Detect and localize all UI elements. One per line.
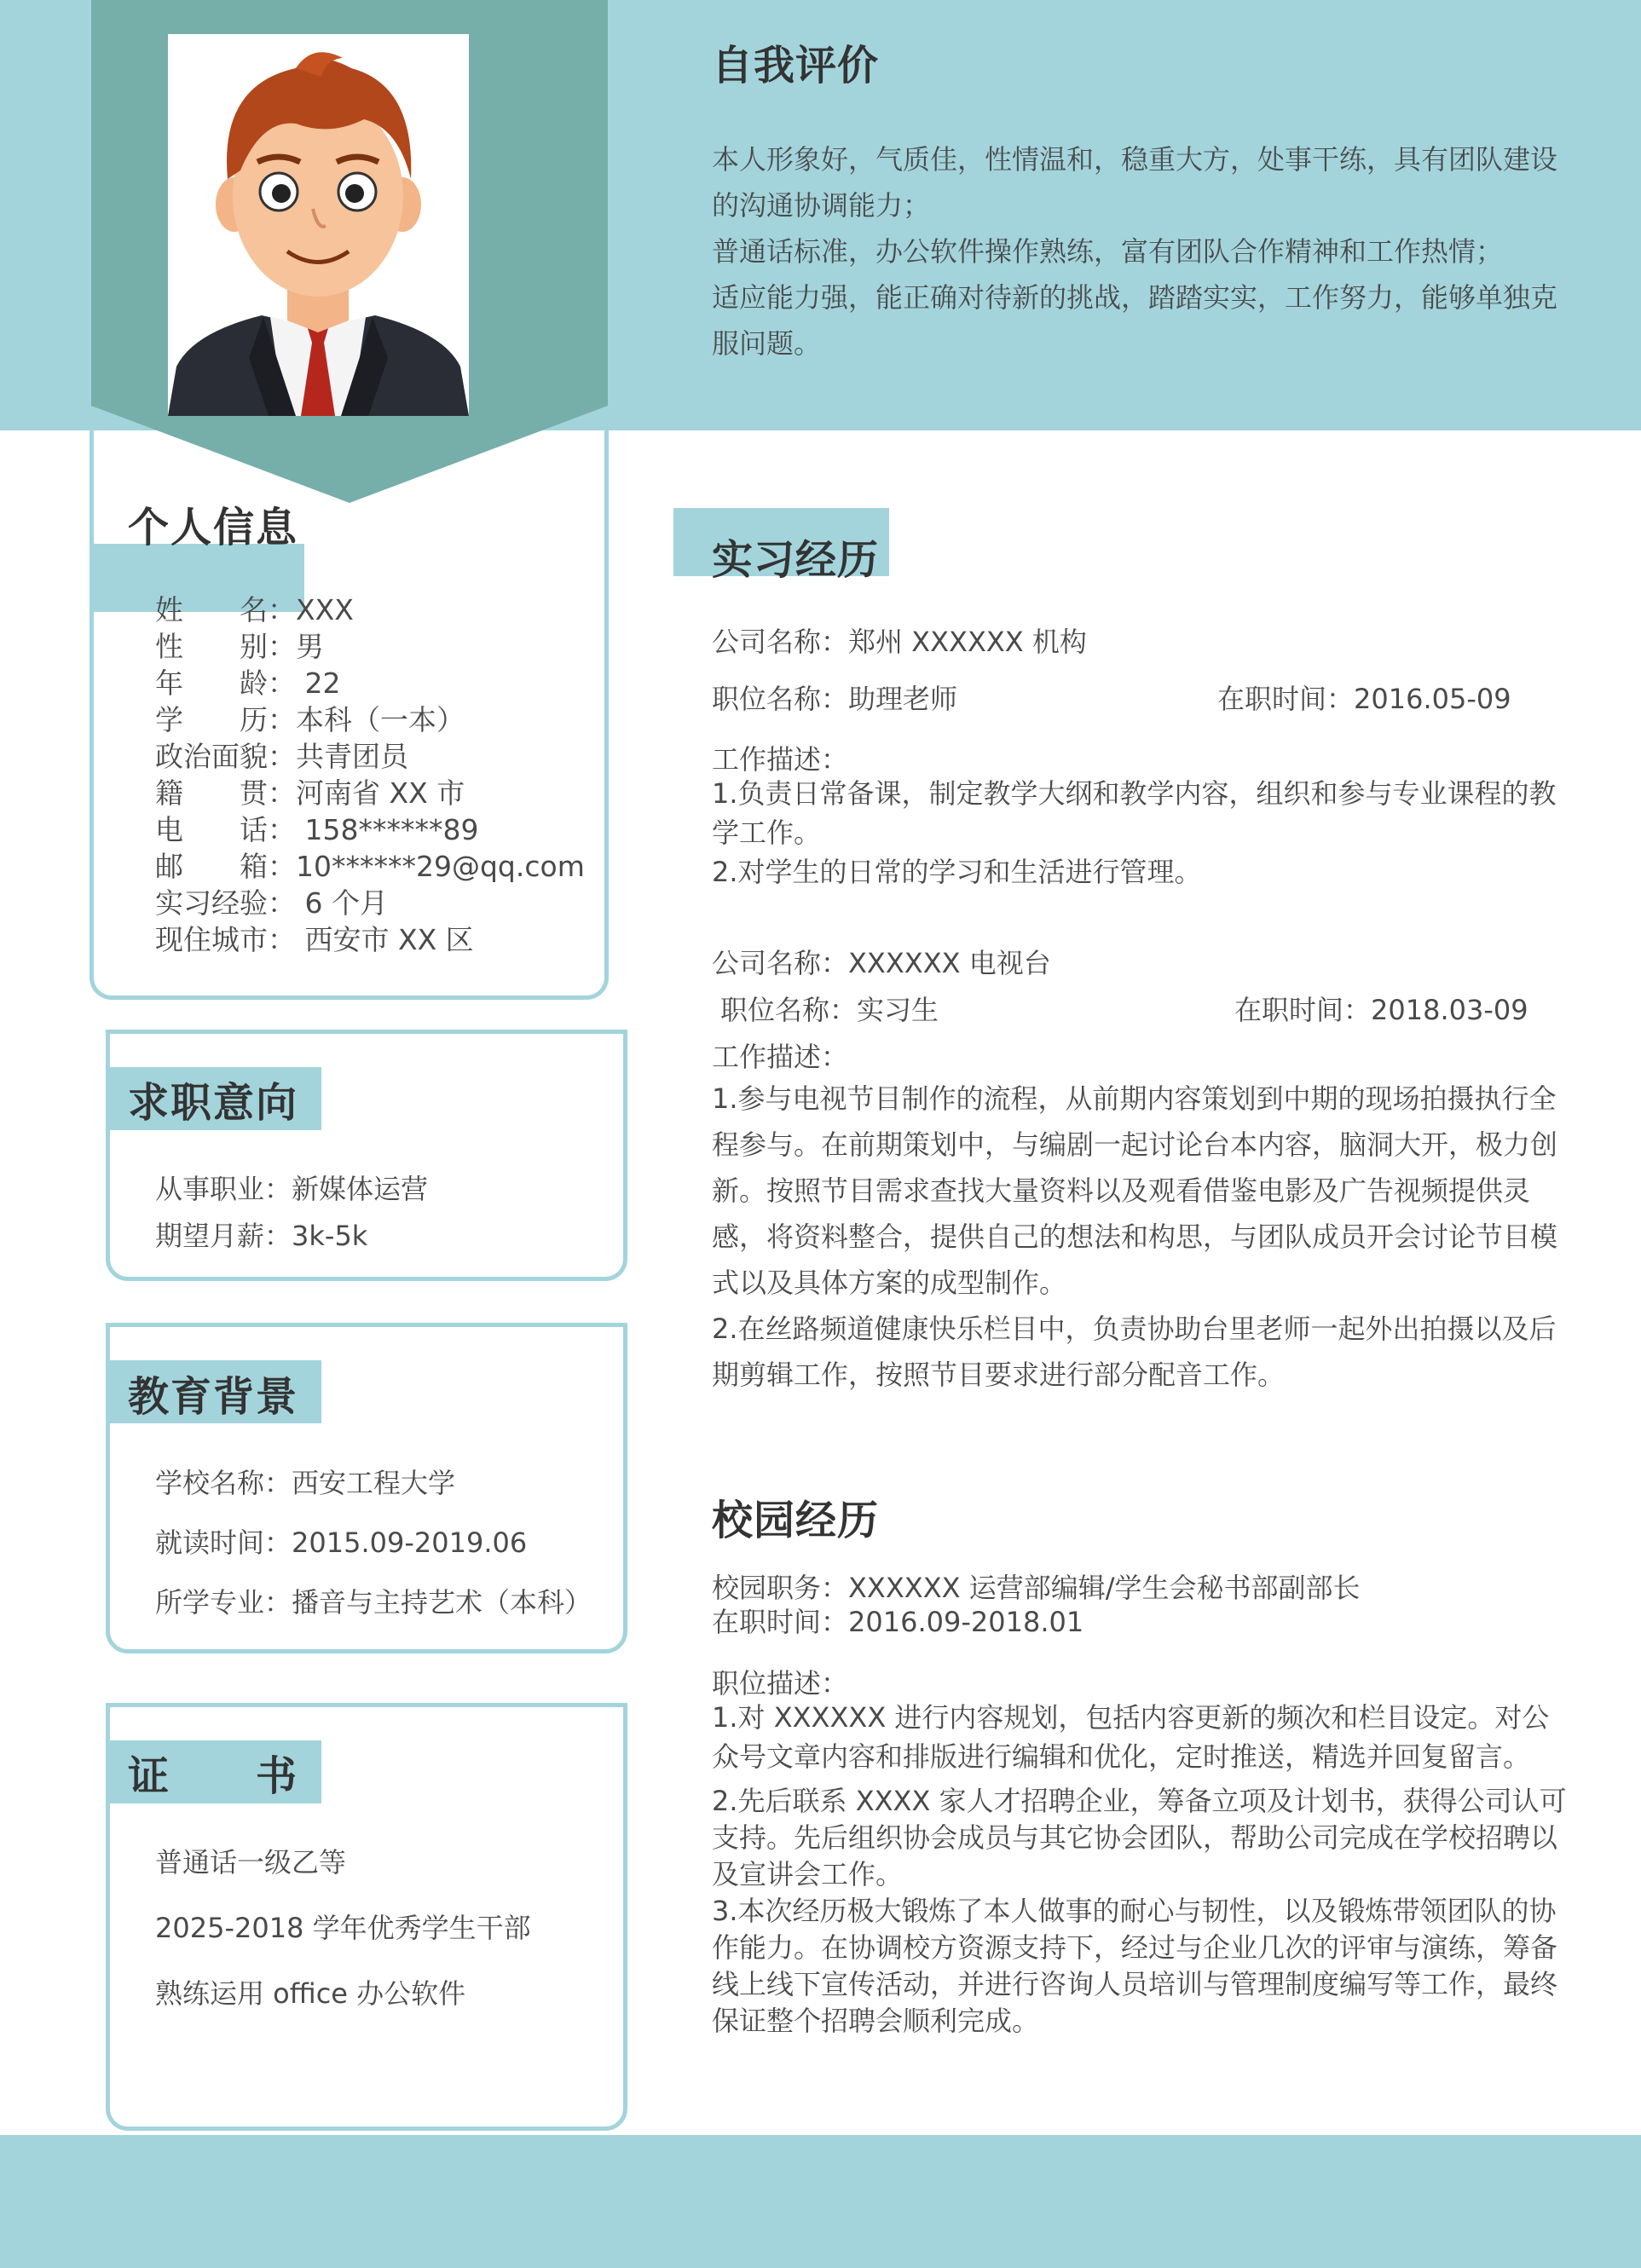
campus-time: 在职时间：2016.09-2018.01: [712, 1606, 1084, 1638]
job2-company: 公司名称：XXXXXX 电视台: [712, 947, 1051, 979]
info-value: 6 个月: [296, 886, 388, 920]
info-label: 政治面貌：: [155, 740, 296, 773]
job2-desc: [712, 1076, 1598, 1398]
info-value: 本科（一本）: [296, 703, 465, 736]
job2-desc-line: 1.参与电视节目制作的流程，从前期内容策划到中期的现场拍摄执行全: [712, 1082, 1557, 1115]
info-label: 学 历：: [155, 703, 296, 736]
info-label: 现住城市：: [155, 923, 296, 956]
bottom-band: [0, 2135, 1641, 2268]
job2-desc-line: 感，将资料整合，提供自己的想法和构思，与团队成员开会讨论节目模: [712, 1221, 1558, 1253]
info-label: 实习经验：: [155, 886, 296, 920]
personal-info-title: 个人信息: [128, 504, 299, 551]
job2-desc-label: 工作描述：: [712, 1041, 849, 1073]
campus-title: 校园经历: [712, 1497, 880, 1544]
education-school: 学校名称：西安工程大学: [155, 1467, 456, 1499]
info-row-name: [155, 588, 354, 628]
info-value: 158******89: [296, 813, 479, 846]
info-label: 电 话：: [155, 813, 296, 846]
campus-desc-line: 及宣讲会工作。: [712, 1858, 904, 1890]
education-period: 就读时间：2015.09-2019.06: [155, 1526, 528, 1559]
info-row-hometown: [155, 771, 465, 811]
job2-desc-line: 程参与。在前期策划中，与编剧一起讨论台本内容，脑洞大开，极力创: [712, 1128, 1558, 1161]
campus-desc-line: 2.先后联系 XXXX 家人才招聘企业，筹备立项及计划书，获得公司认可: [712, 1785, 1567, 1817]
info-row-experience: [155, 881, 388, 921]
certificate-item: 熟练运用 office 办公软件: [155, 1977, 466, 2010]
job2-desc-line: 式以及具体方案的成型制作。: [712, 1267, 1067, 1299]
campus-role: 校园职务：XXXXXX 运营部编辑/学生会秘书部副部长: [712, 1572, 1361, 1604]
info-value: 河南省 XX 市: [296, 776, 465, 810]
job2-desc-line: 期剪辑工作，按照节目要求进行部分配音工作。: [712, 1359, 1286, 1391]
campus-desc-line: 1.对 XXXXXX 进行内容规划，包括内容更新的频次和栏目设定。对公: [712, 1701, 1550, 1734]
campus-desc-line: 3.本次经历极大锻炼了本人做事的耐心与韧性，以及锻炼带领团队的协: [712, 1895, 1557, 1927]
info-row-phone: [155, 808, 478, 848]
self-eval-line: 适应能力强，能正确对待新的挑战，踏踏实实，工作努力，能够单独克: [712, 281, 1558, 314]
job1-desc-line: 1.负责日常备课，制定教学大纲和教学内容，组织和参与专业课程的教: [712, 777, 1557, 810]
info-value: XXX: [296, 593, 354, 626]
info-row-age: [155, 661, 340, 701]
certificates-title: 证 书: [128, 1752, 299, 1800]
info-value: 22: [296, 667, 341, 700]
job2-time: 在职时间：2018.03-09: [1234, 994, 1528, 1026]
info-row-degree: [155, 698, 465, 738]
job1-desc: [712, 774, 1598, 892]
job1-company: 公司名称：郑州 XXXXXX 机构: [712, 626, 1087, 658]
campus-desc-line: 众号文章内容和排版进行编辑和优化，定时推送，精选并回复留言。: [712, 1740, 1531, 1773]
job-intent-title: 求职意向: [128, 1079, 299, 1127]
info-label: 年 龄：: [155, 667, 296, 700]
info-value: 共青团员: [296, 740, 408, 773]
education-major: 所学专业：播音与主持艺术（本科）: [155, 1586, 592, 1619]
job2-desc-line: 新。按照节目需求查找大量资料以及观看借鉴电影及广告视频提供灵: [712, 1174, 1531, 1207]
self-eval-line: 普通话标准，办公软件操作熟练，富有团队合作精神和工作热情；: [712, 235, 1504, 268]
info-row-email: [155, 845, 585, 885]
info-row-politics: [155, 735, 408, 775]
job1-desc-line: 学工作。: [712, 817, 822, 849]
job1-time: 在职时间：2016.05-09: [1217, 683, 1511, 715]
certificate-item: 普通话一级乙等: [155, 1846, 347, 1878]
info-row-city: [155, 918, 474, 958]
campus-desc: [712, 1698, 1598, 2040]
certificate-item: 2025-2018 学年优秀学生干部: [155, 1912, 531, 1944]
job1-position: 职位名称：助理老师: [712, 683, 958, 715]
job1-desc-line: 2.对学生的日常的学习和生活进行管理。: [712, 856, 1202, 888]
self-eval-line: 本人形象好，气质佳，性情温和，稳重大方，处事干练，具有团队建设: [712, 143, 1558, 176]
campus-desc-line: 保证整个招聘会顺利完成。: [712, 2005, 1040, 2037]
info-label: 姓 名：: [155, 593, 296, 626]
job2-desc-line: 2.在丝路频道健康快乐栏目中，负责协助台里老师一起外出拍摄以及后: [712, 1313, 1557, 1345]
info-value: 男: [296, 630, 324, 663]
internship-title: 实习经历: [712, 536, 880, 584]
info-row-gender: [155, 625, 324, 665]
campus-desc-line: 线上线下宣传活动，并进行咨询人员培训与管理制度编写等工作，最终: [712, 1968, 1558, 2000]
education-title: 教育背景: [128, 1373, 299, 1421]
self-eval-line: 的沟通协调能力；: [712, 189, 931, 222]
campus-desc-line: 支持。先后组织协会成员与其它协会团队，帮助公司完成在学校招聘以: [712, 1821, 1558, 1854]
self-eval-title: 自我评价: [712, 42, 880, 89]
info-value: 西安市 XX 区: [296, 923, 474, 956]
job2-position: 职位名称：实习生: [720, 994, 939, 1026]
campus-desc-line: 作能力。在协调校方资源支持下，经过与企业几次的评审与演练，筹备: [712, 1931, 1558, 1964]
job1-desc-label: 工作描述：: [712, 743, 849, 776]
info-value: 10******29@qq.com: [296, 850, 585, 883]
info-label: 邮 箱：: [155, 850, 296, 883]
info-label: 籍 贯：: [155, 776, 296, 810]
job-occupation: 从事职业：新媒体运营: [155, 1173, 429, 1205]
self-eval-text: [712, 136, 1598, 366]
info-label: 性 别：: [155, 630, 296, 663]
job-salary: 期望月薪：3k-5k: [155, 1220, 368, 1252]
self-eval-line: 服问题。: [712, 327, 822, 360]
avatar: [168, 34, 469, 416]
campus-desc-label: 职位描述：: [712, 1667, 849, 1700]
